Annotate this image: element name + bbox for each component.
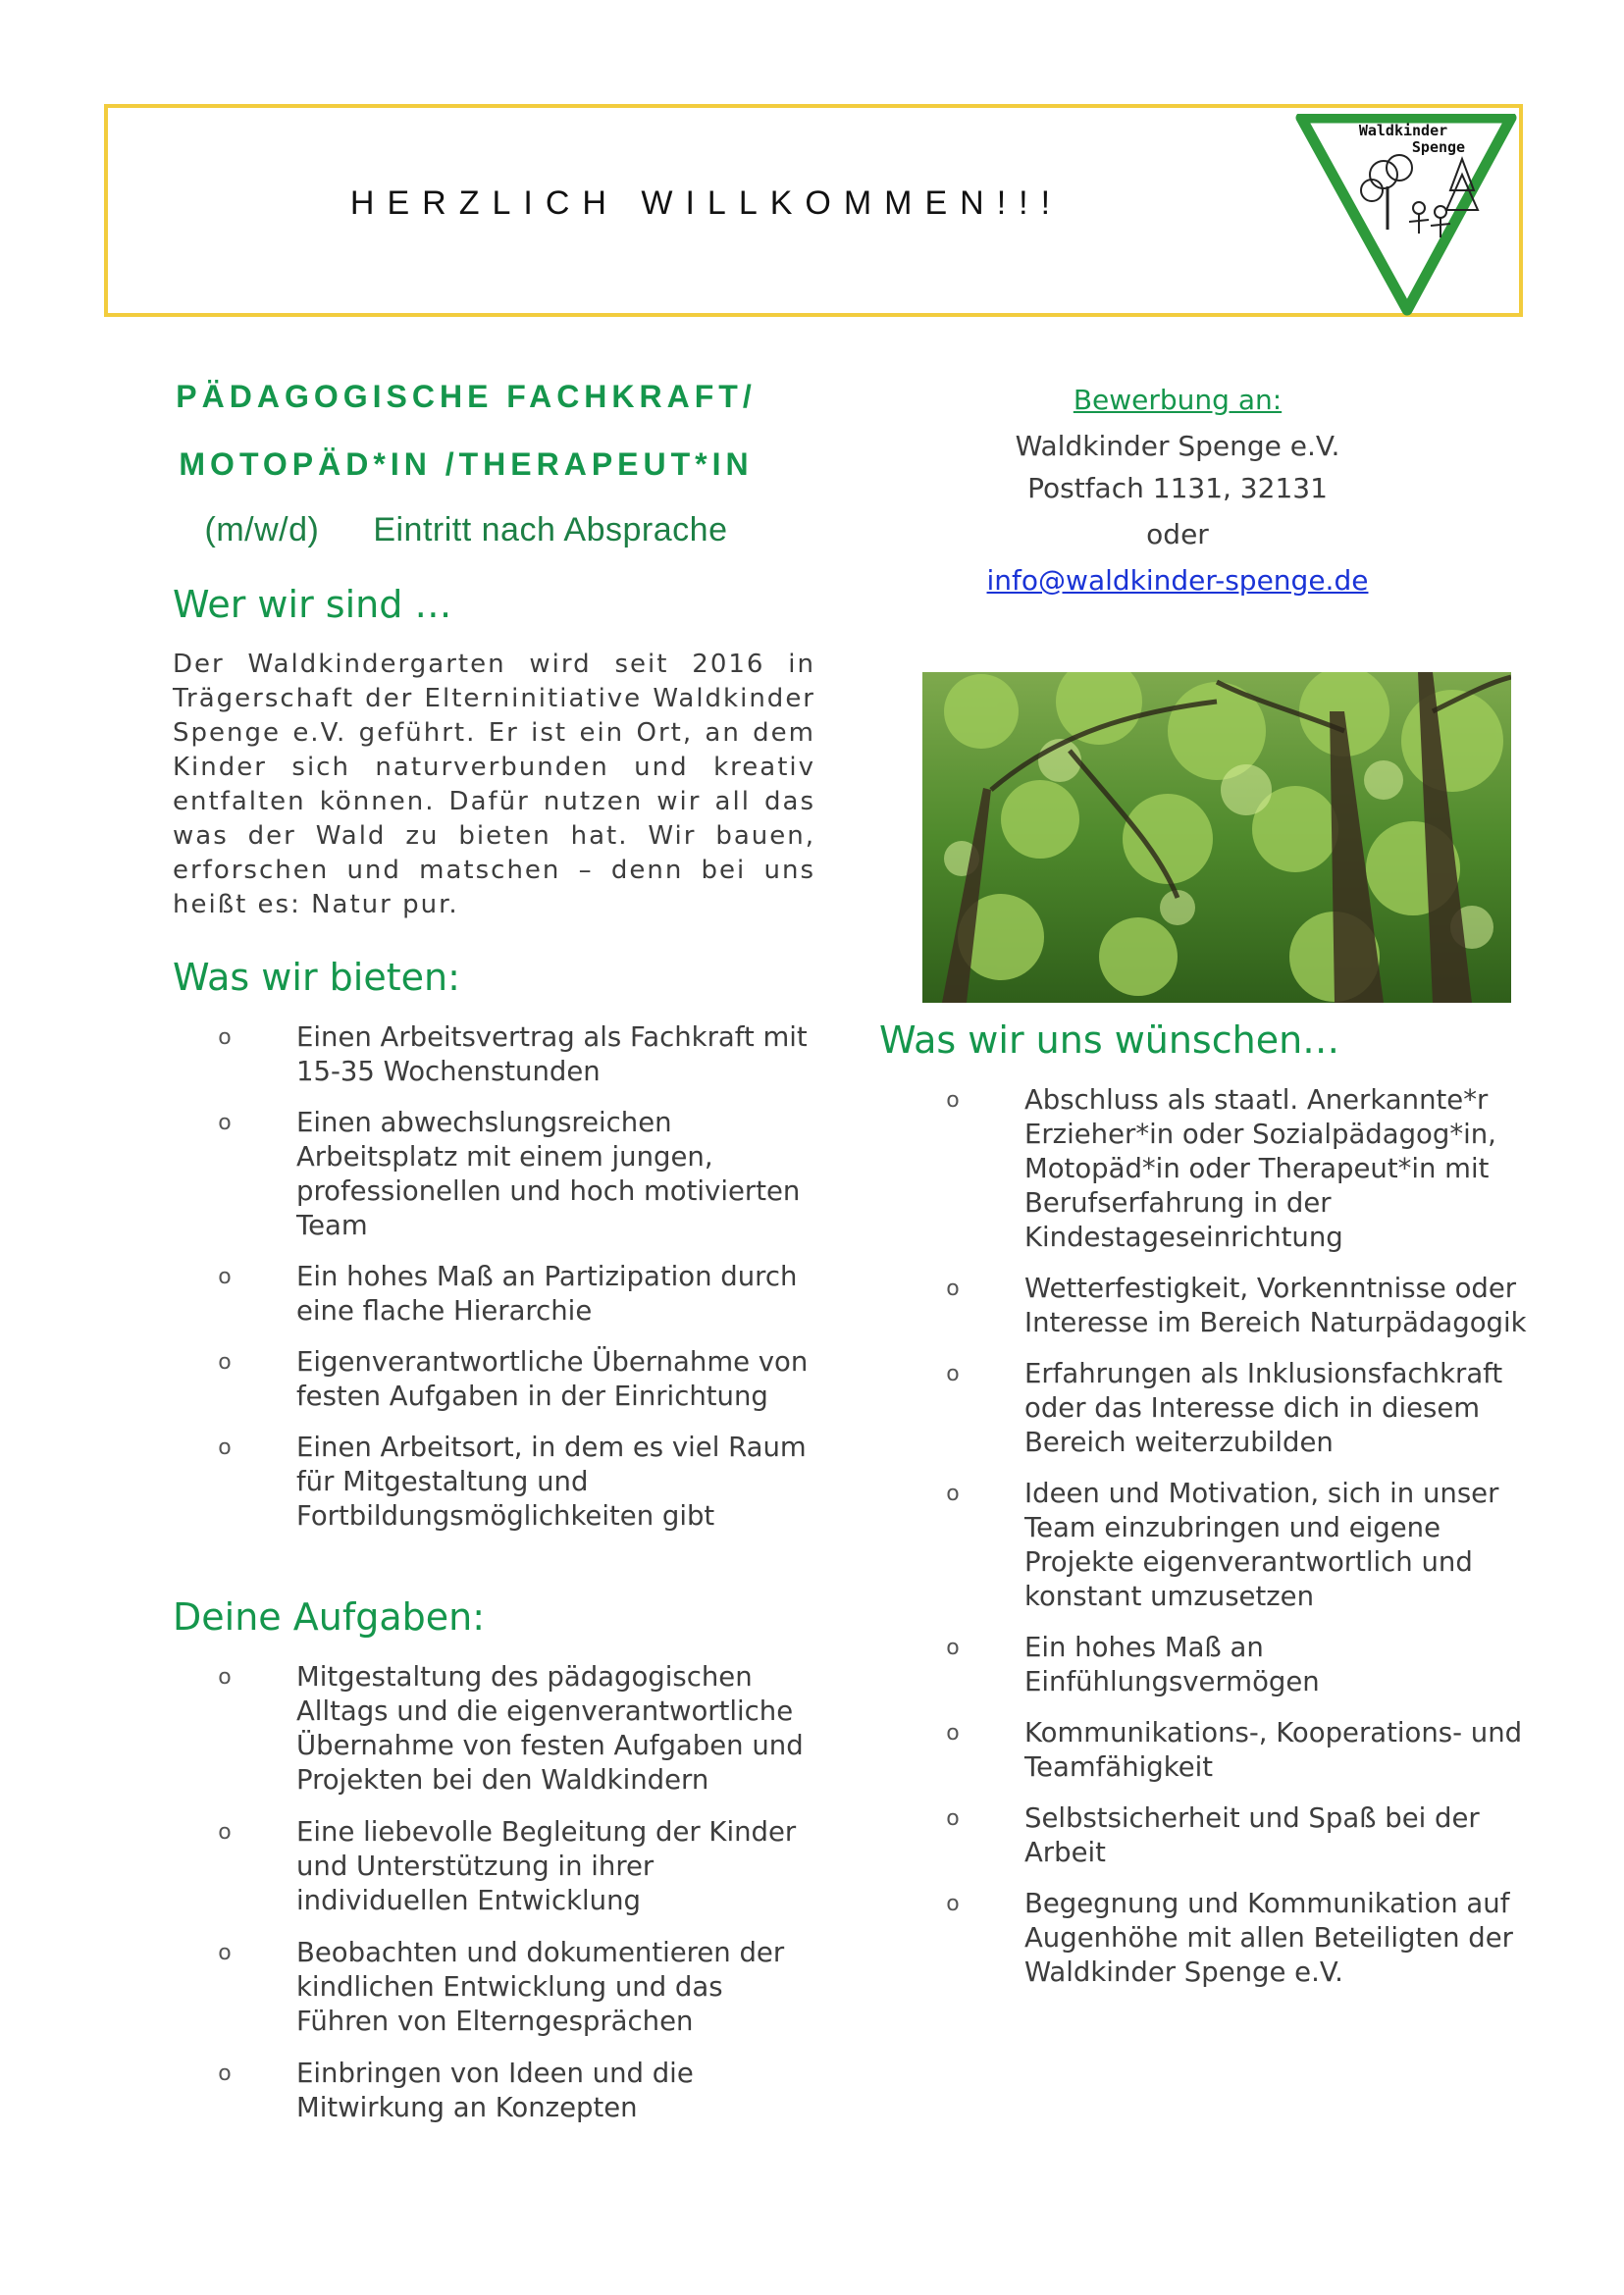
list-item-text: Eigenverantwortliche Übernahme von festen Aufgaben in der Einrichtung <box>296 1346 809 1412</box>
offer-list <box>210 1020 818 1534</box>
list-item <box>210 1345 818 1414</box>
list-item-text: Beobachten und dokumentieren der kindlichen Entwicklung und das Führen von Elterngesprächen <box>296 1937 785 2037</box>
bullet-icon: o <box>218 1820 232 1845</box>
bullet-icon: o <box>218 1941 232 1965</box>
bullet-icon: o <box>218 1350 232 1375</box>
bullet-icon: o <box>218 1025 232 1050</box>
job-title-line-2: MOTOPÄD*IN /THERAPEUT*IN <box>179 446 754 482</box>
list-item-text: Erfahrungen als Inklusionsfachkraft oder das Interesse dich in diesem Bereich weiterzubilden <box>1024 1358 1503 1458</box>
bullet-icon: o <box>946 1277 960 1301</box>
list-item <box>210 1660 818 1798</box>
list-item-text: Mitgestaltung des pädagogischen Alltags und die eigenverantwortliche Übernahme von festen Aufgaben und Projekten bei den Waldkindern <box>296 1661 804 1796</box>
offer-heading: Was wir bieten: <box>173 956 460 999</box>
list-item-text: Begegnung und Kommunikation auf Augenhöhe mit allen Beteiligten der Waldkinder Spenge e.V. <box>1024 1888 1513 1988</box>
list-item <box>210 1106 818 1243</box>
list-item-text: Einen Arbeitsvertrag als Fachkraft mit 15-35 Wochenstunden <box>296 1021 808 1087</box>
job-title-line-1: PÄDAGOGISCHE FACHKRAFT/ <box>176 379 757 414</box>
bullet-icon: o <box>946 1482 960 1506</box>
organization-name: Waldkinder Spenge e.V. <box>1015 430 1340 462</box>
list-item-text: Ideen und Motivation, sich in unser Team einzubringen und eigene Projekte eigenverantwortlich und konstant umzusetzen <box>1024 1478 1499 1612</box>
tasks-list <box>210 1660 818 2125</box>
forest-photo <box>922 672 1511 1003</box>
bullet-icon: o <box>218 1265 232 1289</box>
list-item-text: Wetterfestigkeit, Vorkenntnisse oder Interesse im Bereich Naturpädagogik <box>1024 1273 1527 1338</box>
list-item <box>938 1357 1546 1460</box>
postal-address: Postfach 1131, 32131 <box>1027 472 1328 504</box>
gender-note: (m/w/d) <box>204 511 320 548</box>
list-item-text: Kommunikations-, Kooperations- und Teamfähigkeit <box>1024 1717 1523 1783</box>
bullet-icon: o <box>946 1088 960 1113</box>
list-item <box>210 1936 818 2039</box>
list-item-text: Einen abwechslungsreichen Arbeitsplatz mit einem jungen, professionellen und hoch motivierten Team <box>296 1107 801 1241</box>
bullet-icon: o <box>946 1892 960 1916</box>
list-item-text: Einen Arbeitsort, in dem es viel Raum für Mitgestaltung und Fortbildungsmöglichkeiten gibt <box>296 1432 807 1532</box>
list-item <box>210 2057 818 2125</box>
list-item <box>938 1477 1546 1614</box>
bullet-icon: o <box>946 1721 960 1746</box>
bullet-icon: o <box>218 2061 232 2086</box>
list-item-text: Eine liebevolle Begleitung der Kinder und Unterstützung in ihrer individuellen Entwicklung <box>296 1816 797 1916</box>
application-label: Bewerbung an: <box>1073 384 1283 416</box>
start-note: Eintritt nach Absprache <box>373 511 728 548</box>
list-item <box>938 1631 1546 1699</box>
bullet-icon: o <box>946 1806 960 1831</box>
list-item <box>210 1815 818 1918</box>
list-item <box>210 1020 818 1089</box>
about-heading: Wer wir sind … <box>173 583 452 626</box>
list-item-text: Ein hohes Maß an Partizipation durch eine flache Hierarchie <box>296 1261 798 1327</box>
bullet-icon: o <box>218 1665 232 1690</box>
or-text: oder <box>1146 518 1209 550</box>
bullet-icon: o <box>946 1362 960 1386</box>
list-item-text: Ein hohes Maß an Einfühlungsvermögen <box>1024 1632 1320 1697</box>
list-item <box>938 1716 1546 1785</box>
wishes-heading: Was wir uns wünschen… <box>879 1018 1340 1062</box>
email-link[interactable]: info@waldkinder-spenge.de <box>986 564 1369 597</box>
tasks-heading: Deine Aufgaben: <box>173 1595 485 1639</box>
bullet-icon: o <box>218 1111 232 1135</box>
list-item <box>938 1272 1546 1340</box>
svg-text:Spenge: Spenge <box>1411 138 1466 156</box>
list-item <box>938 1887 1546 1990</box>
list-item-text: Einbringen von Ideen und die Mitwirkung an Konzepten <box>296 2058 694 2123</box>
wishes-list <box>938 1083 1546 1990</box>
list-item-text: Abschluss als staatl. Anerkannte*r Erzieher*in oder Sozialpädagog*in, Motopäd*in oder Therapeut*in mit Berufserfahrung in der Kindestageseinrichtung <box>1024 1084 1496 1253</box>
bullet-icon: o <box>218 1435 232 1460</box>
list-item <box>938 1801 1546 1870</box>
contact-block <box>927 377 1428 603</box>
list-item <box>938 1083 1546 1255</box>
about-text: Der Waldkindergarten wird seit 2016 in Trägerschaft der Elterninitiative Waldkinder Spenge e.V. geführt. Er ist ein Ort, an dem Kinder sich naturverbunden und kreativ entfalten können. Dafür nutzen wir all das was der Wald zu bieten hat. Wir bauen, erforschen und matschen – denn bei uns heißt es: Natur pur. <box>173 650 815 919</box>
job-subtitle <box>147 511 785 549</box>
bullet-icon: o <box>946 1636 960 1660</box>
list-item <box>210 1260 818 1329</box>
svg-text:Waldkinder: Waldkinder <box>1358 122 1448 139</box>
welcome-heading: HERZLICH WILLKOMMEN!!! <box>349 184 1064 222</box>
list-item-text: Selbstsicherheit und Spaß bei der Arbeit <box>1024 1802 1480 1868</box>
waldkinder-logo <box>1293 114 1519 316</box>
list-item <box>210 1431 818 1534</box>
